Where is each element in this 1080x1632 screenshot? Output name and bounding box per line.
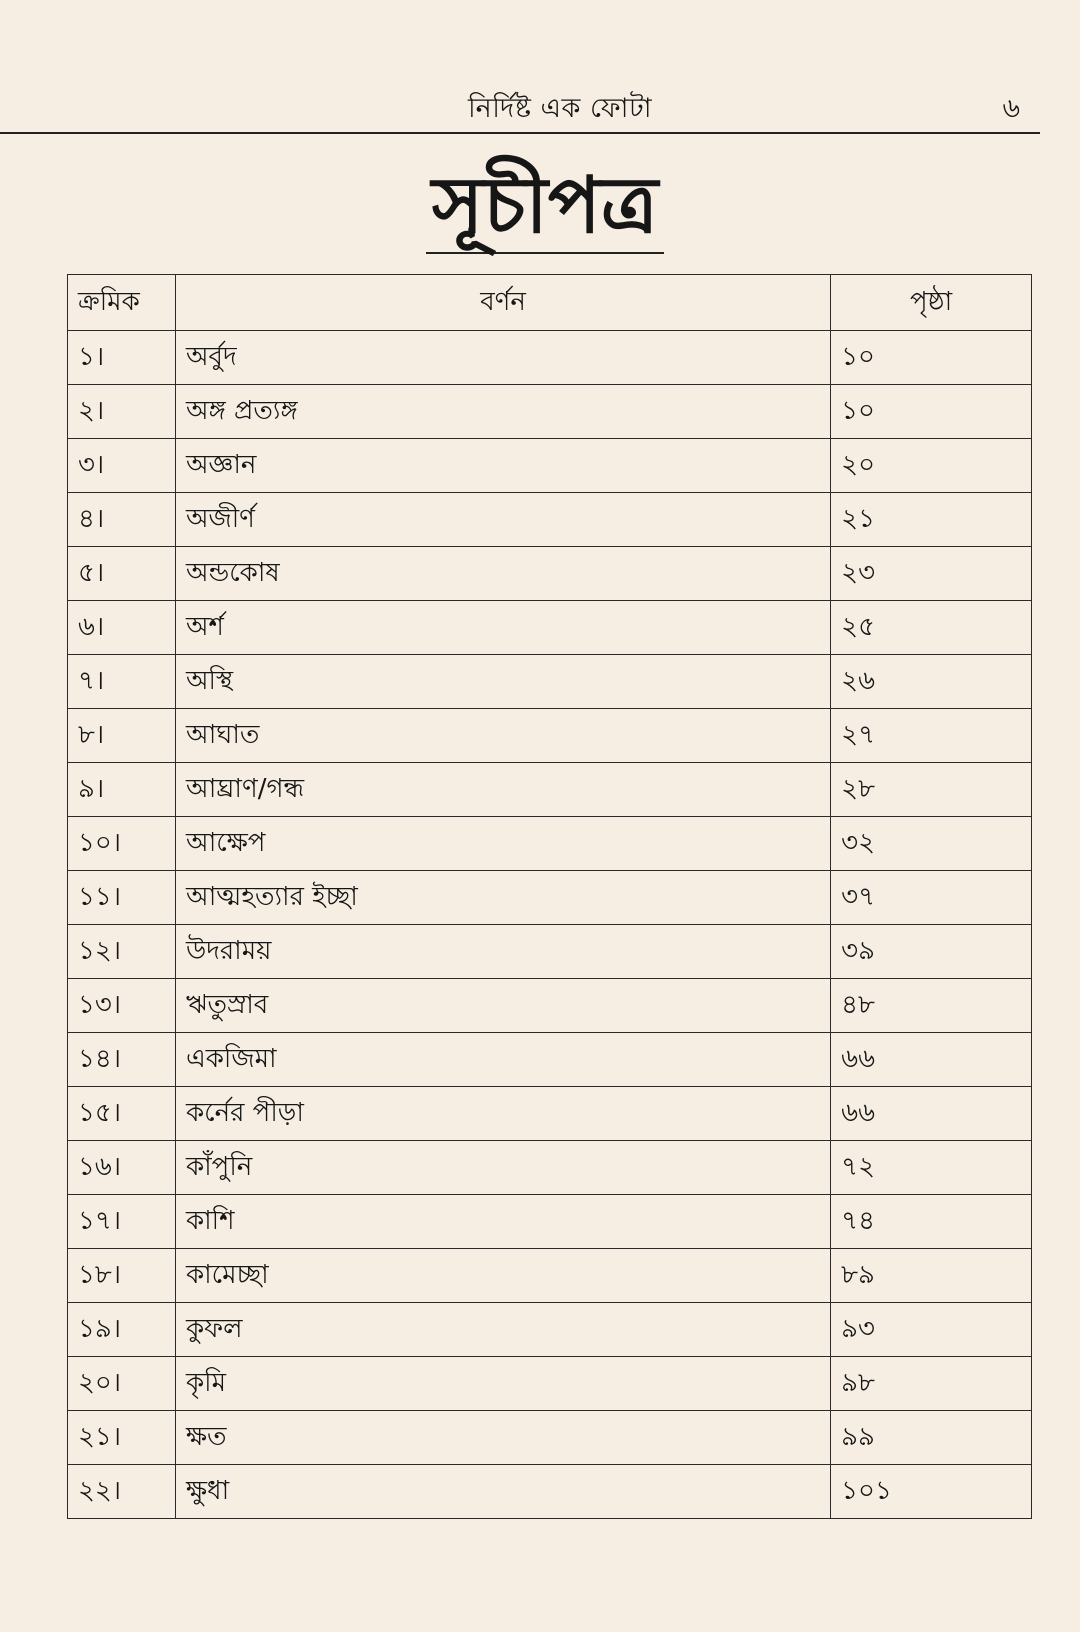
row-description: একজিমা	[175, 1033, 830, 1087]
row-description: অস্থি	[175, 655, 830, 709]
table-row	[68, 601, 1032, 655]
page-number: ৬	[1002, 93, 1020, 124]
row-serial: ১০।	[68, 817, 176, 871]
row-description: ক্ষত	[175, 1411, 830, 1465]
row-serial: ১৫।	[68, 1087, 176, 1141]
row-serial: ৫।	[68, 547, 176, 601]
row-serial: ১৩।	[68, 979, 176, 1033]
row-serial: ৬।	[68, 601, 176, 655]
table-row	[68, 979, 1032, 1033]
row-serial: ১১।	[68, 871, 176, 925]
row-serial: ২২।	[68, 1465, 176, 1519]
row-page: ২৮	[831, 763, 1032, 817]
table-row	[68, 547, 1032, 601]
table-row	[68, 1033, 1032, 1087]
book-title: নির্দিষ্ট এক ফোটা	[467, 93, 653, 124]
column-header-serial: ক্রমিক	[68, 275, 176, 331]
table-row	[68, 1411, 1032, 1465]
row-description: আক্ষেপ	[175, 817, 830, 871]
table-row	[68, 763, 1032, 817]
row-description: কর্নের পীড়া	[175, 1087, 830, 1141]
row-description: অজীর্ণ	[175, 493, 830, 547]
row-page: ৭২	[831, 1141, 1032, 1195]
row-serial: ১৮।	[68, 1249, 176, 1303]
table-row	[68, 493, 1032, 547]
row-serial: ২১।	[68, 1411, 176, 1465]
row-page: ৯৯	[831, 1411, 1032, 1465]
table-row	[68, 655, 1032, 709]
row-page: ৬৬	[831, 1087, 1032, 1141]
row-page: ৪৮	[831, 979, 1032, 1033]
row-description: অর্বুদ	[175, 331, 830, 385]
row-description: অঙ্গ প্রত্যঙ্গ	[175, 385, 830, 439]
row-page: ১০১	[831, 1465, 1032, 1519]
row-page: ৩৯	[831, 925, 1032, 979]
row-page: ২৩	[831, 547, 1032, 601]
row-description: কুফল	[175, 1303, 830, 1357]
table-row	[68, 1141, 1032, 1195]
row-description: আত্মহত্যার ইচ্ছা	[175, 871, 830, 925]
row-description: অজ্ঞান	[175, 439, 830, 493]
row-page: ৭৪	[831, 1195, 1032, 1249]
row-description: কাশি	[175, 1195, 830, 1249]
table-row	[68, 709, 1032, 763]
row-description: কামেচ্ছা	[175, 1249, 830, 1303]
table-row	[68, 331, 1032, 385]
row-serial: ২।	[68, 385, 176, 439]
row-page: ২৭	[831, 709, 1032, 763]
table-row	[68, 1087, 1032, 1141]
row-serial: ১৭।	[68, 1195, 176, 1249]
row-description: অন্ডকোষ	[175, 547, 830, 601]
row-description: আঘাত	[175, 709, 830, 763]
column-header-description: বর্ণন	[175, 275, 830, 331]
page-heading: সূচীপত্র	[426, 160, 664, 254]
row-page: ২৬	[831, 655, 1032, 709]
row-serial: ৪।	[68, 493, 176, 547]
row-page: ২০	[831, 439, 1032, 493]
row-description: কৃমি	[175, 1357, 830, 1411]
table-row	[68, 925, 1032, 979]
row-description: অর্শ	[175, 601, 830, 655]
contents-table	[67, 274, 1032, 1519]
table-row	[68, 1357, 1032, 1411]
row-serial: ১৪।	[68, 1033, 176, 1087]
row-page: ২১	[831, 493, 1032, 547]
row-serial: ১৬।	[68, 1141, 176, 1195]
table-row	[68, 871, 1032, 925]
running-header	[0, 80, 1040, 134]
table-row	[68, 1303, 1032, 1357]
row-page: ৬৬	[831, 1033, 1032, 1087]
table-header-row	[68, 275, 1032, 331]
row-page: ১০	[831, 385, 1032, 439]
table-row	[68, 1249, 1032, 1303]
row-serial: ২০।	[68, 1357, 176, 1411]
row-description: ঋতুস্রাব	[175, 979, 830, 1033]
row-page: ৯৮	[831, 1357, 1032, 1411]
table-row	[68, 385, 1032, 439]
heading-wrap	[0, 160, 1080, 254]
table-row	[68, 1465, 1032, 1519]
row-description: উদরাময়	[175, 925, 830, 979]
column-header-page: পৃষ্ঠা	[831, 275, 1032, 331]
row-serial: ৯।	[68, 763, 176, 817]
row-description: কাঁপুনি	[175, 1141, 830, 1195]
table-row	[68, 817, 1032, 871]
row-page: ২৫	[831, 601, 1032, 655]
row-serial: ১।	[68, 331, 176, 385]
row-serial: ১৯।	[68, 1303, 176, 1357]
table-row	[68, 439, 1032, 493]
row-page: ৩৭	[831, 871, 1032, 925]
row-page: ১০	[831, 331, 1032, 385]
row-serial: ৭।	[68, 655, 176, 709]
row-page: ৩২	[831, 817, 1032, 871]
row-description: ক্ষুধা	[175, 1465, 830, 1519]
row-page: ৮৯	[831, 1249, 1032, 1303]
table-body	[68, 331, 1032, 1519]
row-page: ৯৩	[831, 1303, 1032, 1357]
table-row	[68, 1195, 1032, 1249]
row-serial: ৩।	[68, 439, 176, 493]
row-description: আঘ্রাণ/গন্ধ	[175, 763, 830, 817]
row-serial: ৮।	[68, 709, 176, 763]
row-serial: ১২।	[68, 925, 176, 979]
